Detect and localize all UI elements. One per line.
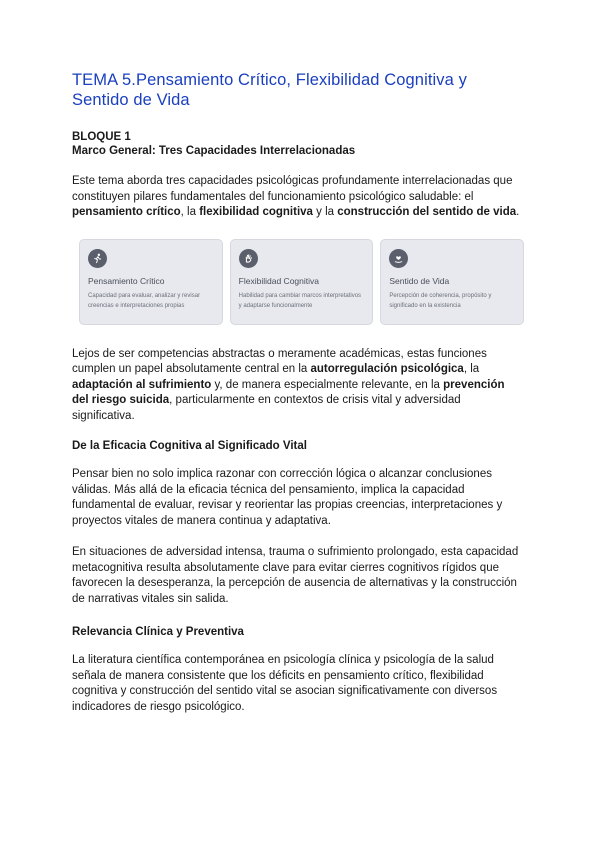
card-pensamiento-critico <box>79 239 223 325</box>
page-title: TEMA 5.Pensamiento Crítico, Flexibilidad Cognitiva y Sentido de Vida <box>72 71 467 109</box>
section-heading-eficacia: De la Eficacia Cognitiva al Significado Vital <box>72 440 307 452</box>
card-description: Habilidad para cambiar marcos interpretativos y adaptarse funcionalmente <box>238 292 362 309</box>
intro-bold-flexibility: flexibilidad cognitiva <box>199 206 313 218</box>
bold-adaptacion: adaptación al sufrimiento <box>72 378 212 391</box>
paragraph-adversidad: En situaciones de adversidad intensa, trauma o sufrimiento prolongado, esta capacidad metacognitiva resulta absolutamente clave para evitar cierres cognitivos rígidos que favorecen la desesperanza, la percepción de ausencia de alternativas y la construcción de narrativas vitales sin salida. <box>72 546 519 605</box>
card-description: Capacidad para evaluar, analizar y revisar creencias e interpretaciones propias <box>88 292 201 309</box>
block-label: BLOQUE 1 <box>72 131 131 143</box>
hand-wave-icon <box>239 249 258 268</box>
capability-cards <box>79 239 524 325</box>
paragraph-literatura: La literatura científica contemporánea en psicología clínica y psicología de la salud señala de manera consistente que los déficits en pensamiento crítico, flexibilidad cognitiva y construcción del sentido vital se asocian significativamente con diversos indicadores de riesgo psicológico. <box>72 654 498 713</box>
running-person-icon <box>88 249 107 268</box>
bold-prevencion: prevención del riesgo suicida <box>72 378 505 406</box>
paragraph-pensar-bien: Pensar bien no solo implica razonar con corrección lógica o alcanzar conclusiones válidas. Más allá de la eficacia técnica del pensamiento, implica la capacidad fundamental de evaluar, revisar y reorientar las propias creencias, interpretaciones y proyectos vitales de manera continua y adaptativa. <box>72 468 503 527</box>
intro-paragraph: Este tema aborda tres capacidades psicológicas profundamente interrelacionadas que constituyen pilares fundamentales del funcionamiento psicológico saludable: el pensamiento crítico, la flexibilidad cognitiva y la construcción del sentido de vida. <box>72 175 520 218</box>
card-sentido-de-vida <box>380 239 524 325</box>
card-title: Flexibilidad Cognitiva <box>238 275 319 286</box>
card-title: Pensamiento Crítico <box>88 275 165 286</box>
block-subtitle: Marco General: Tres Capacidades Interrelacionadas <box>72 145 356 157</box>
intro-bold-critical-thinking: pensamiento crítico <box>72 206 181 218</box>
document-page <box>72 70 524 715</box>
heart-hand-icon <box>389 249 408 268</box>
card-description: Percepción de coherencia, propósito y significado en la existencia <box>389 292 492 309</box>
bold-autorregulacion: autorregulación psicológica <box>310 363 464 375</box>
section-heading-relevancia: Relevancia Clínica y Preventiva <box>72 626 244 638</box>
card-flexibilidad-cognitiva <box>230 239 374 325</box>
intro-bold-meaning: construcción del sentido de vida <box>337 206 517 218</box>
paragraph-functions: Lejos de ser competencias abstractas o meramente académicas, estas funciones cumplen un papel absolutamente central en la autorregulación psicológica, la adaptación al sufrimiento y, de manera especialmente relevante, en la prevención del riesgo suicida, particularmente en contextos de crisis vital y adversidad significativa. <box>72 347 505 422</box>
card-title: Sentido de Vida <box>389 275 450 286</box>
